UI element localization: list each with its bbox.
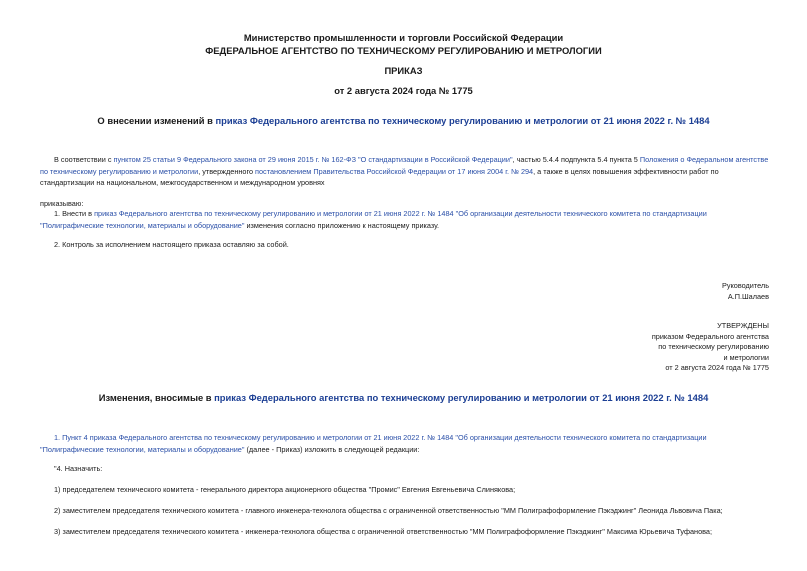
signatory-name: А.П.Шалаев — [727, 292, 769, 301]
approval-line-3: по техническому регулированию — [658, 342, 769, 351]
approval-line-5: от 2 августа 2024 года № 1775 — [665, 363, 769, 372]
annex-point-link[interactable]: 1. Пункт 4 приказа Федерального агентства по техническому регулированию и метрологии от 21 июня 2022 г. № 1484 "Об организации деятельности технического комитета по стандартизации "Полиграфические технологии, материалы и оборудование" — [40, 433, 707, 454]
appointment-item: 3) заместителем председателя технического комитета - инженера-технолога общества с ограниченной ответственностью "ММ Полиграфоформление Пэкэджинг" Максима Юрьевича Туфанова; — [54, 527, 713, 536]
law-link[interactable]: пунктом 25 статьи 9 Федерального закона от 29 июня 2015 г. № 162-ФЗ "О стандартизации в Российской Федерации" — [113, 155, 513, 164]
agency-name: ФЕДЕРАЛЬНОЕ АГЕНТСТВО ПО ТЕХНИЧЕСКОМУ РЕГУЛИРОВАНИЮ И МЕТРОЛОГИИ — [205, 45, 602, 56]
approval-line-1: УТВЕРЖДЕНЫ — [717, 321, 769, 330]
annex-item-1: 1. Пункт 4 приказа Федерального агентства по техническому регулированию и метрологии от 21 июня 2022 г. № 1484 "Об организации деятельности технического комитета по стандартизации "Полиграфические технологии, материалы и оборудование" (далее - Приказ) изложить в следующей редакции: — [40, 433, 707, 454]
appointment-item: 2) заместителем председателя технического комитета - главного инженера-технолога общества с ограниченной ответственностью "ММ Полиграфоформление Пэкэджинг" Леонида Львовича Пака; — [54, 506, 723, 515]
doc-date-number: от 2 августа 2024 года № 1775 — [334, 85, 473, 96]
title-prefix: О внесении изменений в — [97, 115, 216, 126]
regulation-link[interactable]: Положения о Федеральном агентстве по техническому регулированию и метрологии — [40, 155, 769, 176]
order-item-2: 2. Контроль за исполнением настоящего приказа оставляю за собой. — [54, 240, 289, 249]
amended-order-link[interactable]: приказ Федерального агентства по техническому регулированию и метрологии от 21 июня 2022 г. № 1484 "Об организации деятельности технического комитета по стандартизации "Полиграфические технологии, материалы и оборудование" — [40, 209, 707, 230]
approval-block — [652, 321, 769, 374]
government-decree-link[interactable]: постановлением Правительства Российской Федерации от 17 июня 2004 г. № 294 — [255, 166, 534, 176]
annex-title-prefix: Изменения, вносимые в — [98, 392, 215, 403]
annex-title — [0, 392, 807, 403]
annex-title-link[interactable]: приказ Федерального агентства по техническому регулированию и метрологии от 21 июня 2022 г. № 1484 — [214, 392, 709, 403]
page-title — [0, 115, 807, 126]
appointment-item: 1) председателем технического комитета - генерального директора акционерного общества "Промис" Евгения Евгеньевича Слинякова; — [54, 485, 516, 494]
approval-line-4: и метрологии — [723, 352, 769, 362]
order-word: приказываю: — [40, 199, 84, 208]
title-link[interactable]: приказ Федерального агентства по техническому регулированию и метрологии от 21 июня 2022 г. № 1484 — [215, 115, 710, 126]
preamble-paragraph: В соответствии с пунктом 25 статьи 9 Федерального закона от 29 июня 2015 г. № 162-ФЗ "О стандартизации в Российской Федерации", частью 5.4.4 подпункта 5.4 пункта 5 Положения о Федеральном агентстве по техническому регулированию и метрологии, утвержденного постановлением Правительства Российской Федерации от 17 июня 2004 г. № 294, а также в целях повышения эффективности работ по стандартизации на национальном, межгосударственном и международном уровнях — [40, 155, 769, 187]
quote-start: "4. Назначить: — [54, 464, 103, 473]
ministry-name: Министерство промышленности и торговли Российской Федерации — [243, 32, 564, 43]
doc-type: ПРИКАЗ — [384, 65, 423, 76]
approval-line-2: приказом Федерального агентства — [651, 331, 769, 341]
order-item-1: 1. Внести в приказ Федерального агентства по техническому регулированию и метрологии от 21 июня 2022 г. № 1484 "Об организации деятельности технического комитета по стандартизации "Полиграфические технологии, материалы и оборудование" изменения согласно приложению к настоящему приказу. — [40, 209, 707, 230]
signatory-position: Руководитель — [721, 281, 769, 290]
